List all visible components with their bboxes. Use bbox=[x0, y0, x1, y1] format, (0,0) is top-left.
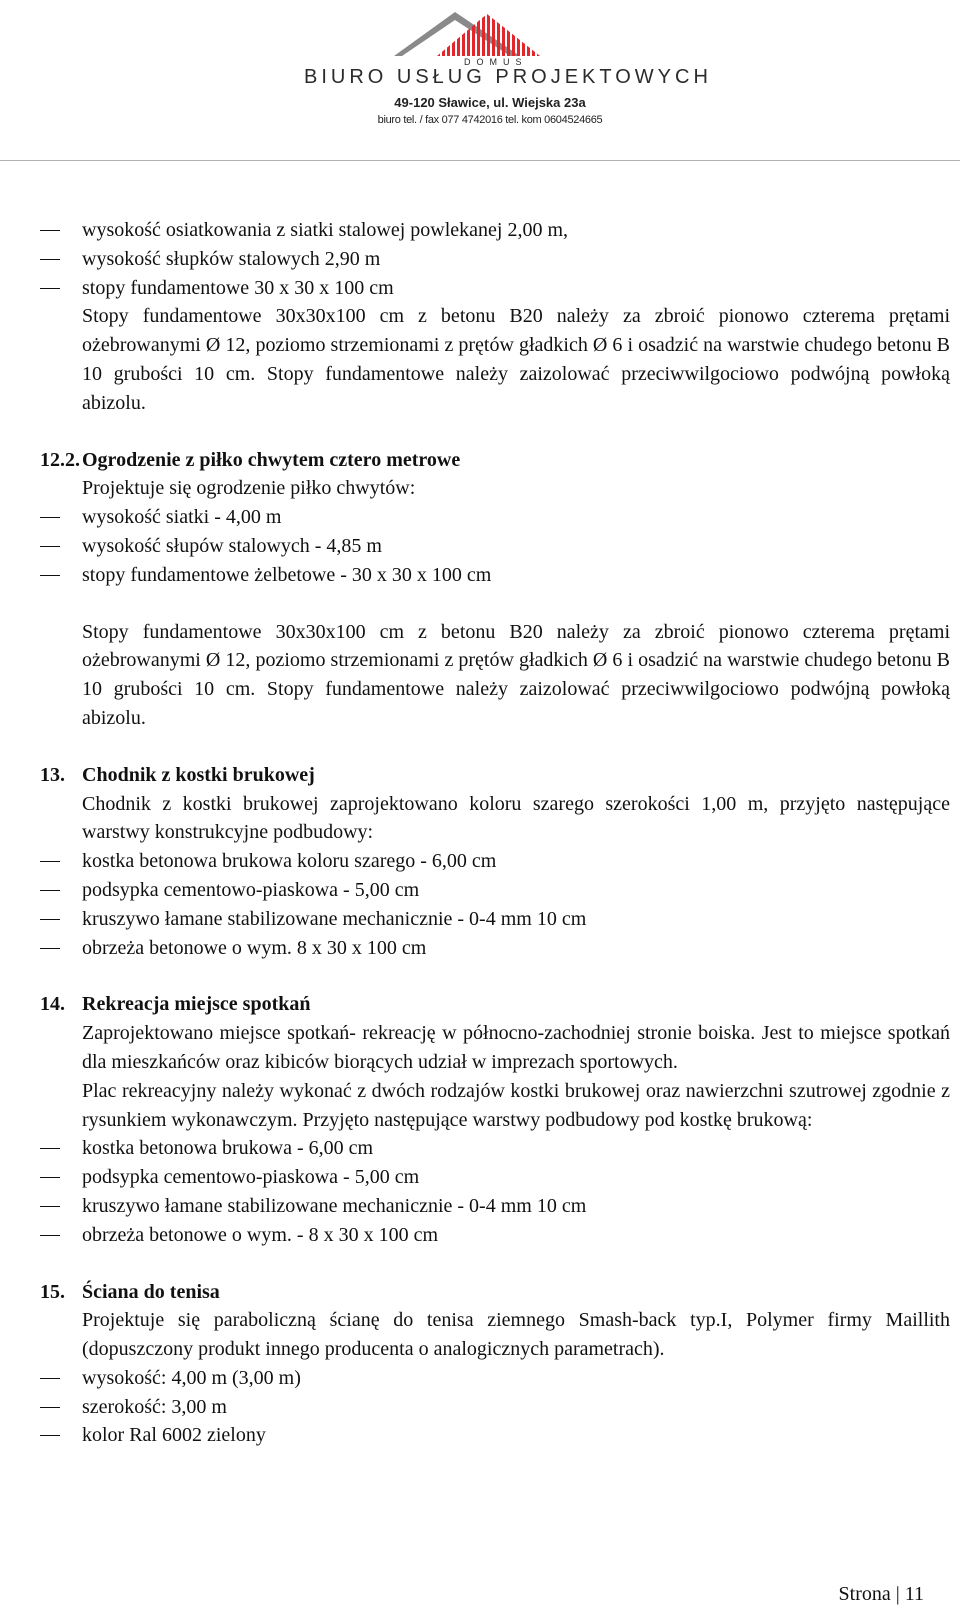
list-item: kruszywo łamane stabilizowane mechanicznie - 0-4 mm 10 cm bbox=[82, 1194, 587, 1217]
list-item: obrzeża betonowe o wym. 8 x 30 x 100 cm bbox=[82, 936, 427, 959]
list-item: kostka betonowa brukowa - 6,00 cm bbox=[82, 1137, 374, 1160]
paragraph: Projektuje się ogrodzenie piłko chwytów: bbox=[82, 477, 416, 500]
paragraph: Stopy fundamentowe 30x30x100 cm z betonu B20 należy za zbroić pionowo czterema prętami ożebrowanymi Ø 12, poziomo strzemionami z prętów gładkich Ø 6 i osadzić na warstwie chudego betonu B 10 grubości 10 cm. Stopy fundamentowe należy zaizolować przeciwwilgociowo podwójną powłoką abizolu. bbox=[82, 305, 950, 414]
list-item: wysokość osiatkowania z siatki stalowej powlekanej 2,00 m, bbox=[82, 219, 569, 241]
list-item: stopy fundamentowe 30 x 30 x 100 cm bbox=[82, 276, 394, 299]
list-item: wysokość: 4,00 m (3,00 m) bbox=[82, 1366, 301, 1389]
paragraph: Stopy fundamentowe 30x30x100 cm z betonu B20 należy za zbroić pionowo czterema prętami ożebrowanymi Ø 12, poziomo strzemionami z prętów gładkich Ø 6 i osadzić na warstwie chudego betonu B 10 grubości 10 cm. Stopy fundamentowe należy zaizolować przeciwwilgociowo podwójną powłoką abizolu. bbox=[82, 620, 950, 729]
section-heading-15: 15. Ściana do tenisa bbox=[40, 1280, 220, 1303]
list-item: wysokość słupów stalowych - 4,85 m bbox=[82, 534, 382, 557]
list-item: podsypka cementowo-piaskowa - 5,00 cm bbox=[82, 878, 420, 901]
header-divider bbox=[0, 160, 960, 161]
company-phone: biuro tel. / fax 077 4742016 tel. kom 0604524665 bbox=[377, 114, 603, 126]
paragraph: Projektuje się paraboliczną ścianę do tenisa ziemnego Smash-back typ.I, Polymer firmy Maillith (dopuszczony produkt innego producenta o analogicznych parametrach). bbox=[82, 1309, 950, 1361]
list-item: wysokość siatki - 4,00 m bbox=[82, 506, 282, 529]
list-item: podsypka cementowo-piaskowa - 5,00 cm bbox=[82, 1166, 420, 1189]
document-body bbox=[40, 216, 950, 1450]
page-number: Strona | 11 bbox=[838, 1583, 924, 1605]
paragraph: Plac rekreacyjny należy wykonać z dwóch rodzajów kostki brukowej oraz nawierzchni szutrowej zgodnie z rysunkiem wykonawczym. Przyjęto następujące warstwy podbudowy pod kostkę brukową: bbox=[82, 1079, 950, 1131]
brand-name: DOMUS bbox=[464, 57, 528, 67]
paragraph: Zaprojektowano miejsce spotkań- rekreację w północno-zachodniej stronie boiska. Jest to miejsce spotkań dla mieszkańców oraz kibiców biorących udział w imprezach sportowych. bbox=[82, 1022, 950, 1073]
section-heading-14: 14. Rekreacja miejsce spotkań bbox=[40, 993, 311, 1016]
company-name: BIURO USŁUG PROJEKTOWYCH bbox=[304, 66, 712, 88]
list-item: wysokość słupków stalowych 2,90 m bbox=[82, 247, 381, 270]
list-item: kolor Ral 6002 zielony bbox=[82, 1424, 266, 1447]
list-item: szerokość: 3,00 m bbox=[82, 1395, 227, 1418]
paragraph: Chodnik z kostki brukowej zaprojektowano koloru szarego szerokości 1,00 m, przyjęto następujące warstwy konstrukcyjne podbudowy: bbox=[82, 792, 950, 844]
page-header bbox=[0, 0, 960, 160]
list-item: stopy fundamentowe żelbetowe - 30 x 30 x 100 cm bbox=[82, 563, 492, 586]
section-heading-13: 13. Chodnik z kostki brukowej bbox=[40, 763, 315, 786]
company-address: 49-120 Sławice, ul. Wiejska 23a bbox=[394, 95, 586, 110]
list-item: kruszywo łamane stabilizowane mechanicznie - 0-4 mm 10 cm bbox=[82, 907, 587, 930]
list-item: kostka betonowa brukowa koloru szarego - 6,00 cm bbox=[82, 850, 497, 873]
list-item: obrzeża betonowe o wym. - 8 x 30 x 100 cm bbox=[82, 1223, 439, 1246]
section-heading-12-2: 12.2. Ogrodzenie z piłko chwytem cztero metrowe bbox=[40, 448, 461, 471]
